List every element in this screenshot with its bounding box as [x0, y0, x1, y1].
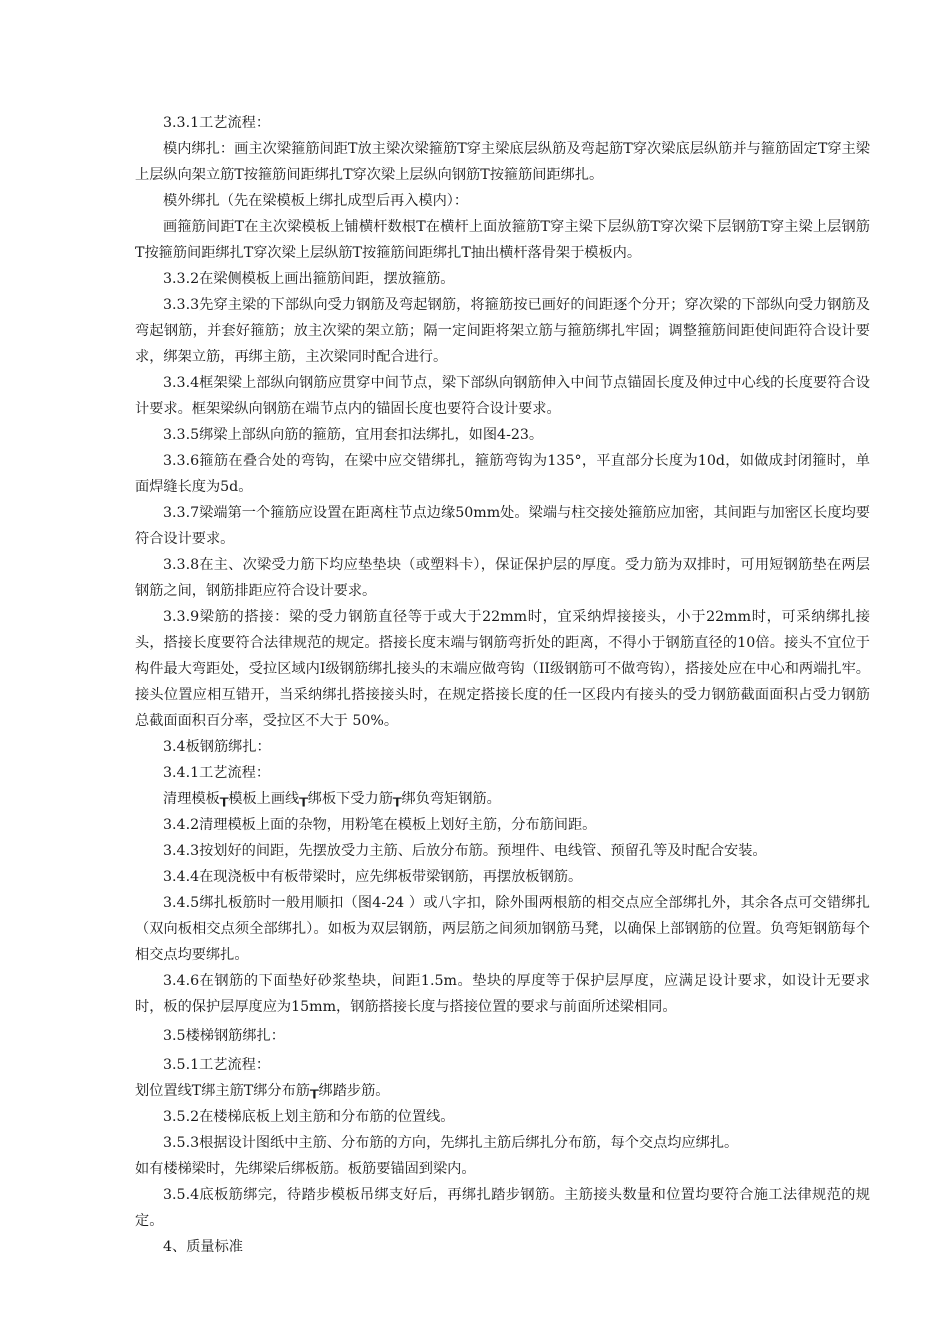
document-body	[135, 110, 870, 1260]
paragraph: 3.4.2清理模板上面的杂物，用粉笔在模板上划好主筋，分布筋间距。	[163, 817, 597, 833]
paragraph: 3.5.3根据设计图纸中主筋、分布筋的方向，先绑扎主筋后绑扎分布筋，每个交点均应绑扎。	[163, 1135, 739, 1151]
paragraph: 3.4.5绑扎板筋时一般用顺扣（图4-24 ）或八字扣，除外围两根筋的相交点应全部绑扎外，其余各点可交错绑扎（双向板相交点须全部绑扎）。如板为双层钢筋，两层筋之间须加钢筋马凳，以确保上部钢筋的位置。负弯矩钢筋每个相交点均要绑扎。	[135, 895, 870, 963]
paragraph: 画箍筋间距T在主次梁模板上铺横杆数根T在横杆上面放箍筋T穿主梁下层纵筋T穿次梁下层钢筋T穿主梁上层钢筋T按箍筋间距绑扎T穿次梁上层纵筋T按箍筋间距绑扎T抽出横杆落骨架于模板内。	[135, 219, 870, 261]
paragraph: 4、质量标准	[163, 1239, 243, 1255]
paragraph: 3.4.4在现浇板中有板带梁时，应先绑板带梁钢筋，再摆放板钢筋。	[163, 869, 583, 885]
paragraph: 3.5.2在楼梯底板上划主筋和分布筋的位置线。	[163, 1109, 455, 1125]
paragraph: 3.3.3先穿主梁的下部纵向受力钢筋及弯起钢筋，将箍筋按已画好的间距逐个分开；穿次梁的下部纵向受力钢筋及弯起钢筋，并套好箍筋；放主次梁的架立筋；隔一定间距将架立筋与箍筋绑扎牢固；调整箍筋间距使间距符合设计要求，绑架立筋，再绑主筋，主次梁同时配合进行。	[135, 297, 870, 365]
paragraph: 3.4.3按划好的间距，先摆放受力主筋、后放分布筋。预埋件、电线管、预留孔等及时配合安装。	[163, 843, 767, 859]
paragraph: 模内绑扎：画主次梁箍筋间距T放主梁次梁箍筋T穿主梁底层纵筋及弯起筋T穿次梁底层纵筋并与箍筋固定T穿主梁上层纵向架立筋T按箍筋间距绑扎T穿次梁上层纵向钢筋T按箍筋间距绑扎。	[135, 141, 870, 183]
paragraph: 3.4板钢筋绑扎：	[163, 739, 271, 755]
paragraph: 3.3.2在梁侧模板上画出箍筋间距，摆放箍筋。	[163, 271, 455, 287]
paragraph: 3.3.9梁筋的搭接：梁的受力钢筋直径等于或大于22mm时，宜采纳焊接接头，小于22mm时，可采纳绑扎接头，搭接长度要符合法律规范的规定。搭接长度末端与钢筋弯折处的距离，不得小于钢筋直径的10倍。接头不宜位于构件最大弯距处，受拉区域内I级钢筋绑扎接头的末端应做弯钩（II级钢筋可不做弯钩），搭接处应在中心和两端扎牢。接头位置应相互错开，当采纳绑扎搭接接头时，在规定搭接长度的任一区段内有接头的受力钢筋截面面积占受力钢筋总截面面积百分率，受拉区不大于 50%。	[135, 609, 870, 729]
paragraph: 模外绑扎（先在梁模板上绑扎成型后再入模内）：	[163, 193, 469, 209]
paragraph: 3.3.5绑梁上部纵向筋的箍筋，宜用套扣法绑扎，如图4-23。	[163, 427, 544, 443]
paragraph: 3.3.1工艺流程：	[163, 115, 271, 131]
paragraph: 3.3.8在主、次梁受力筋下均应垫垫块（或塑料卡），保证保护层的厚度。受力筋为双排时，可用短钢筋垫在两层钢筋之间，钢筋排距应符合设计要求。	[135, 557, 870, 599]
paragraph: 3.5.4底板筋绑完，待踏步模板吊绑支好后，再绑扎踏步钢筋。主筋接头数量和位置均要符合施工法律规范的规定。	[135, 1187, 870, 1229]
paragraph: 3.3.7梁端第一个箍筋应设置在距离柱节点边缘50mm处。梁端与柱交接处箍筋应加密，其间距与加密区长度均要符合设计要求。	[135, 505, 870, 547]
paragraph: 3.5.1工艺流程：	[163, 1057, 271, 1073]
paragraph: 3.5楼梯钢筋绑扎：	[163, 1028, 285, 1044]
paragraph: 如有楼梯梁时，先绑梁后绑板筋。板筋要锚固到梁内。	[135, 1161, 476, 1177]
paragraph: 3.3.4框架梁上部纵向钢筋应贯穿中间节点，梁下部纵向钢筋伸入中间节点锚固长度及伸过中心线的长度要符合设计要求。框架梁纵向钢筋在端节点内的锚固长度也要符合设计要求。	[135, 375, 870, 417]
paragraph: 3.4.1工艺流程：	[163, 765, 271, 781]
paragraph: 3.3.6箍筋在叠合处的弯钩，在梁中应交错绑扎，箍筋弯钩为135°，平直部分长度为10d，如做成封闭箍时，单面焊缝长度为5d。	[135, 453, 870, 495]
paragraph: 划位置线T绑主筋T绑分布筋┰绑踏步筋。	[135, 1083, 390, 1099]
paragraph: 清理模板┰模板上画线┰绑板下受力筋┰绑负弯矩钢筋。	[163, 791, 501, 807]
paragraph: 3.4.6在钢筋的下面垫好砂浆垫块，间距1.5m。垫块的厚度等于保护层厚度，应满足设计要求，如设计无要求时，板的保护层厚度应为15mm，钢筋搭接长度与搭接位置的要求与前面所述梁相同。	[135, 973, 870, 1015]
